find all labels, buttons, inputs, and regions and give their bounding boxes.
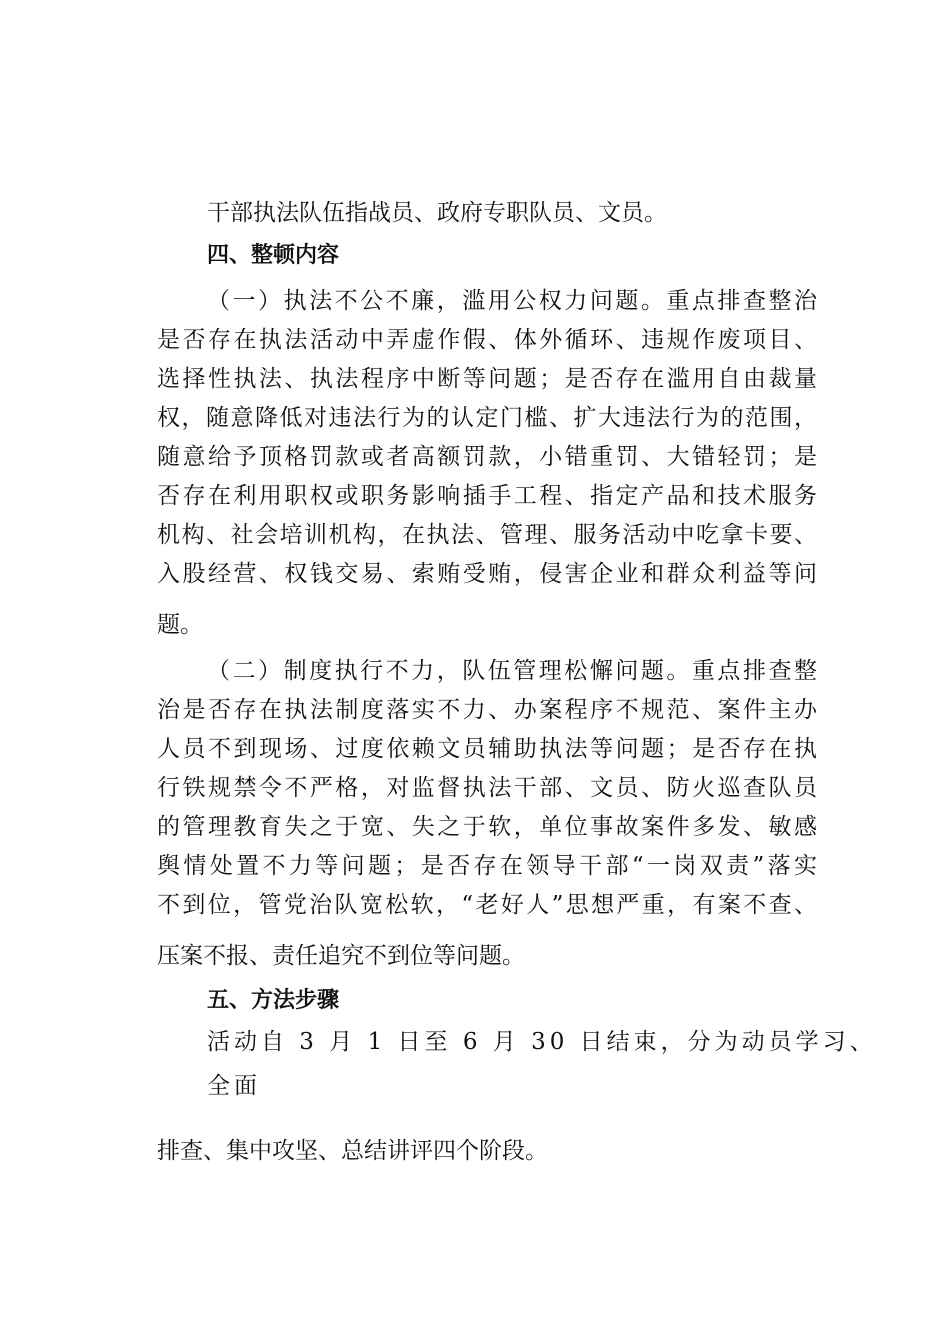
paragraph-line: 人员不到现场、过度依赖文员辅助执法等问题；是否存在执 xyxy=(157,736,817,762)
paragraph-line: 全面 xyxy=(207,1073,261,1099)
paragraph-line: 入股经营、权钱交易、索贿受贿，侵害企业和群众利益等问 xyxy=(157,561,817,587)
paragraph-line: 否存在利用职权或职务影响插手工程、指定产品和技术服务 xyxy=(157,483,817,509)
paragraph-line: 不到位，管党治队宽松软，“老好人”思想严重，有案不查、 xyxy=(157,892,817,918)
paragraph-line: 机构、社会培训机构，在执法、管理、服务活动中吃拿卡要、 xyxy=(157,522,817,548)
paragraph-line: 治是否存在执法制度落实不力、办案程序不规范、案件主办 xyxy=(157,697,817,723)
paragraph-line: 题。 xyxy=(157,612,203,638)
section-heading-5: 五、方法步骤 xyxy=(207,988,340,1013)
paragraph-line: 权，随意降低对违法行为的认定门槛、扩大违法行为的范围， xyxy=(157,405,817,431)
section-heading-4: 四、整顿内容 xyxy=(207,243,340,268)
intro-tail-line: 干部执法队伍指战员、政府专职队员、文员。 xyxy=(207,200,667,226)
paragraph-line: 排查、集中攻坚、总结讲评四个阶段。 xyxy=(157,1138,548,1164)
paragraph-line: 行铁规禁令不严格，对监督执法干部、文员、防火巡查队员 xyxy=(157,775,817,801)
paragraph-line: 压案不报、责任追究不到位等问题。 xyxy=(157,943,525,969)
paragraph-line: 随意给予顶格罚款或者高额罚款，小错重罚、大错轻罚；是 xyxy=(157,444,817,470)
paragraph-line: 舆情处置不力等问题；是否存在领导干部“一岗双责”落实 xyxy=(157,853,817,879)
paragraph-line: 选择性执法、执法程序中断等问题；是否存在滥用自由裁量 xyxy=(157,366,817,392)
paragraph-line: 的管理教育失之于宽、失之于软，单位事故案件多发、敏感 xyxy=(157,814,817,840)
paragraph-line: 活动自 3 月 1 日至 6 月 30 日结束，分为动员学习、 xyxy=(207,1029,877,1055)
paragraph-line: （二）制度执行不力，队伍管理松懈问题。重点排查整 xyxy=(207,658,817,684)
paragraph-line: 是否存在执法活动中弄虚作假、体外循环、违规作废项目、 xyxy=(157,327,817,353)
paragraph-line: （一）执法不公不廉，滥用公权力问题。重点排查整治 xyxy=(207,288,817,314)
